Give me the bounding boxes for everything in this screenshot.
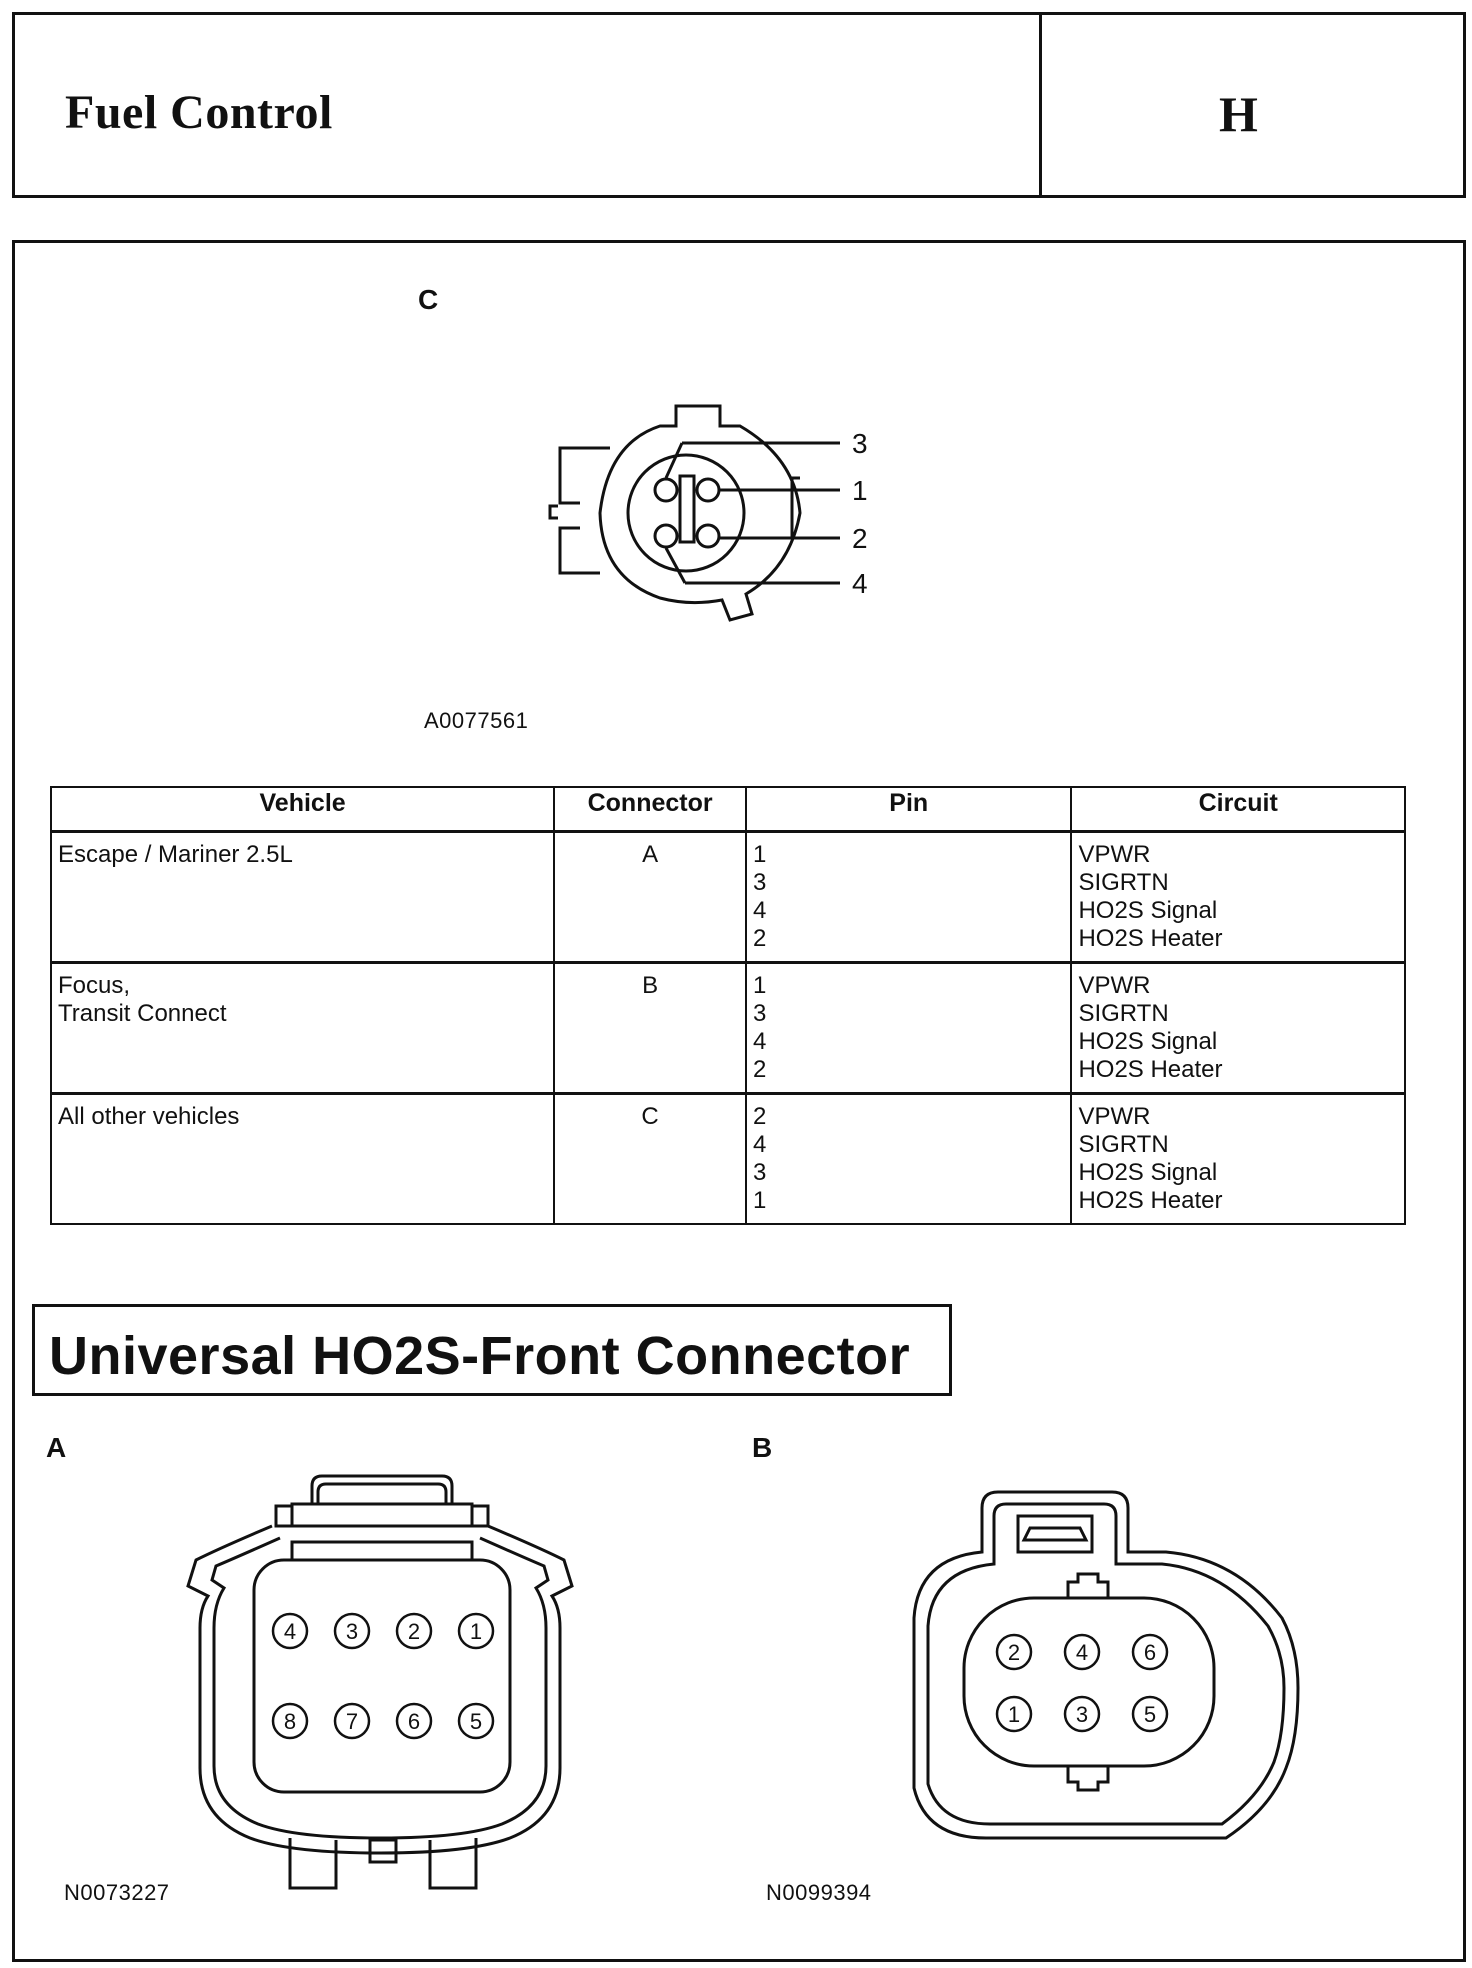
circuit-cell <box>1071 1094 1405 1225</box>
callout-pin-4: 4 <box>852 568 868 599</box>
vehicle-line: All other vehicles <box>58 1103 240 1130</box>
page-title: Fuel Control <box>65 86 333 139</box>
pin-number: 1 <box>753 972 767 999</box>
connector-c-diagram <box>540 388 900 628</box>
callout-pin-3: 3 <box>852 428 868 459</box>
table-row <box>51 963 1405 1094</box>
pin-number: 2 <box>753 1056 767 1083</box>
figure-a-label: A <box>46 1432 67 1463</box>
header-box <box>12 12 1466 198</box>
table-header-row <box>51 787 1405 832</box>
pin-number: 3 <box>753 1000 767 1027</box>
pin-cell <box>746 963 1071 1094</box>
figure-b-label: B <box>752 1432 773 1463</box>
pin-label: 8 <box>283 1709 297 1734</box>
pin-label: 4 <box>1075 1640 1089 1665</box>
pin-number: 4 <box>753 1131 767 1158</box>
pin-number: 4 <box>753 897 767 924</box>
pin-cell <box>746 1094 1071 1225</box>
pin-label: 1 <box>469 1619 483 1644</box>
section-letter: H <box>1219 86 1258 142</box>
circuit-name: VPWR <box>1078 1103 1151 1130</box>
figure-c-label: C <box>418 284 439 315</box>
pin-number: 1 <box>753 841 767 868</box>
figure-b-code: N0099394 <box>766 1880 872 1905</box>
figure-c-code: A0077561 <box>424 708 529 733</box>
header-divider <box>1039 15 1042 195</box>
table-row <box>51 832 1405 963</box>
circuit-name: VPWR <box>1078 841 1151 868</box>
pin-label: 2 <box>1007 1640 1021 1665</box>
pinout-table <box>50 786 1406 1225</box>
pin-cell <box>746 832 1071 963</box>
pin-number: 1 <box>753 1187 767 1214</box>
pin-number: 2 <box>753 925 767 952</box>
circuit-name: HO2S Heater <box>1078 1056 1223 1083</box>
circuit-name: SIGRTN <box>1078 869 1169 896</box>
circuit-name: HO2S Signal <box>1078 1028 1218 1055</box>
circuit-name: SIGRTN <box>1078 1000 1169 1027</box>
pin-label: 3 <box>345 1619 359 1644</box>
pin-label: 7 <box>345 1709 359 1734</box>
vehicle-line: Escape / Mariner 2.5L <box>58 841 293 868</box>
circuit-name: HO2S Signal <box>1078 897 1218 924</box>
circuit-name: HO2S Heater <box>1078 925 1223 952</box>
pin-number: 2 <box>753 1103 767 1130</box>
header-circuit: Circuit <box>1071 787 1405 832</box>
pin-label: 2 <box>407 1619 421 1644</box>
vehicle-cell <box>51 963 554 1094</box>
table-row <box>51 1094 1405 1225</box>
circuit-name: VPWR <box>1078 972 1151 999</box>
section-title: Universal HO2S-Front Connector <box>49 1326 911 1386</box>
vehicle-cell <box>51 832 554 963</box>
connector-b-diagram <box>906 1488 1306 1868</box>
header-connector: Connector <box>554 787 746 832</box>
pin-label: 1 <box>1007 1702 1021 1727</box>
connector-cell: C <box>554 1094 746 1225</box>
circuit-cell <box>1071 963 1405 1094</box>
connector-a-diagram <box>180 1468 600 1908</box>
callout-pin-2: 2 <box>852 523 868 554</box>
pin-number: 3 <box>753 1159 767 1186</box>
pin-label: 3 <box>1075 1702 1089 1727</box>
connector-cell: A <box>554 832 746 963</box>
pin-number: 3 <box>753 869 767 896</box>
circuit-name: SIGRTN <box>1078 1131 1169 1158</box>
callout-pin-1: 1 <box>852 475 868 506</box>
pin-number: 4 <box>753 1028 767 1055</box>
circuit-cell <box>1071 832 1405 963</box>
header-pin: Pin <box>746 787 1071 832</box>
vehicle-cell <box>51 1094 554 1225</box>
pin-label: 6 <box>407 1709 421 1734</box>
connector-cell: B <box>554 963 746 1094</box>
circuit-name: HO2S Heater <box>1078 1187 1223 1214</box>
header-vehicle: Vehicle <box>51 787 554 832</box>
circuit-name: HO2S Signal <box>1078 1159 1218 1186</box>
section-title-box <box>32 1304 952 1396</box>
pin-label: 5 <box>1143 1702 1157 1727</box>
pin-label: 4 <box>283 1619 297 1644</box>
pin-label: 5 <box>469 1709 483 1734</box>
vehicle-line: Transit Connect <box>58 1000 227 1027</box>
vehicle-line: Focus, <box>58 972 131 999</box>
pin-label: 6 <box>1143 1640 1157 1665</box>
figure-a-code: N0073227 <box>64 1880 170 1905</box>
